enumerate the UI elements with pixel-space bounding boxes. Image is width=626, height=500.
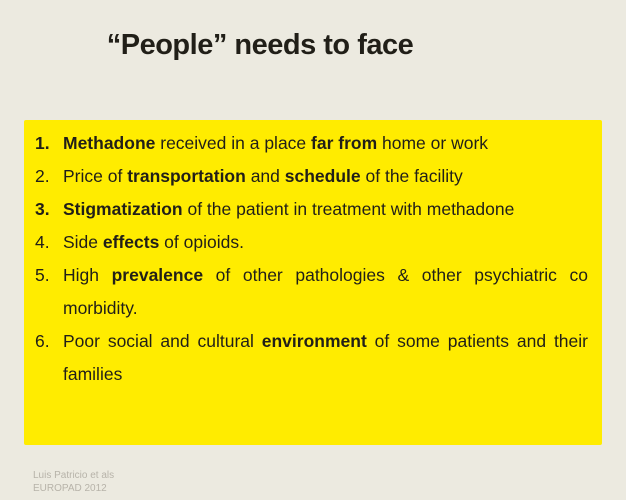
footer-credit xyxy=(33,469,114,495)
list-item-text: Price of transportation and schedule of the facility xyxy=(63,166,463,186)
list-item-text: Stigmatization of the patient in treatment with methadone xyxy=(63,199,515,219)
list-item xyxy=(24,193,588,226)
list-item-number: 4. xyxy=(35,232,50,252)
footer-author: Luis Patricio et als xyxy=(33,470,115,481)
list-item-text: Side effects of opioids. xyxy=(63,232,244,252)
page-title: “People” needs to face xyxy=(106,29,414,61)
list-item-number: 5. xyxy=(35,265,50,285)
list-item-number: 1. xyxy=(35,133,50,153)
content-box xyxy=(24,120,602,445)
footer-org: EUROPAD 2012 xyxy=(33,483,107,494)
list-item xyxy=(24,325,588,391)
list-item-text: Poor social and cultural environment of some patients and their families xyxy=(63,331,588,384)
needs-list xyxy=(24,120,602,391)
list-item xyxy=(24,226,588,259)
list-item xyxy=(24,160,588,193)
list-item xyxy=(24,259,588,325)
list-item-number: 3. xyxy=(35,199,50,219)
list-item-text: High prevalence of other pathologies & other psychiatric co morbidity. xyxy=(63,265,588,318)
list-item-number: 6. xyxy=(35,331,50,351)
list-item xyxy=(24,127,588,160)
list-item-text: Methadone received in a place far from home or work xyxy=(63,133,489,153)
list-item-number: 2. xyxy=(35,166,50,186)
